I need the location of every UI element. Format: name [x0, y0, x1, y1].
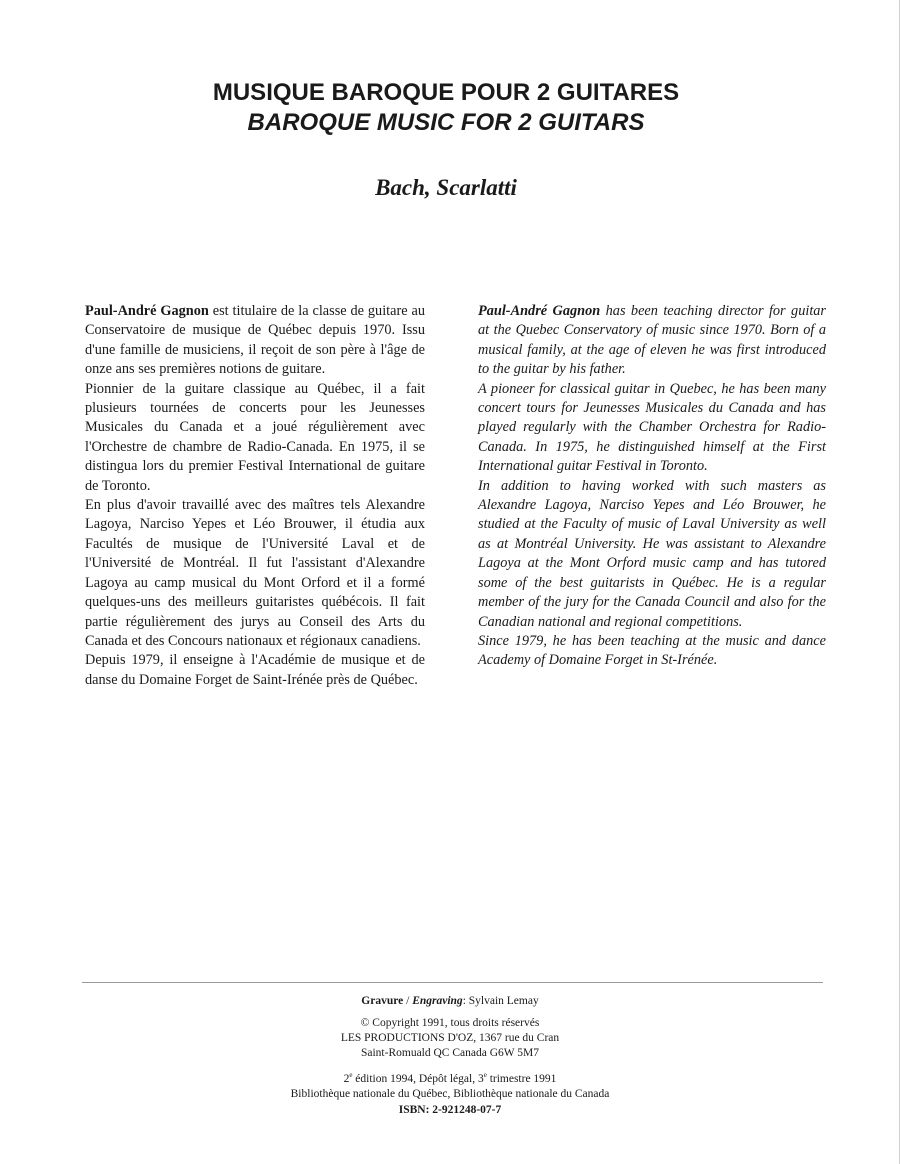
biography-french [85, 302, 425, 690]
bio-en-p1-text: has been teaching director for guitar at the Quebec Conservatory of music since 1970. Born of a musical family, at the age of eleven he was first introduced to the guitar by his father. [478, 303, 826, 378]
isbn-line: ISBN: 2-921248-07-7 [398, 1104, 502, 1116]
engraving-value: : Sylvain Lemay [462, 995, 539, 1007]
quarter-superscript: e [483, 1071, 487, 1079]
copyright-block [0, 1016, 900, 1061]
edition-text: édition 1994, Dépôt légal, 3 [352, 1072, 484, 1085]
bio-fr-paragraph-3: En plus d'avoir travaillé avec des maîtres tels Alexandre Lagoya, Narciso Yepes et Léo Brouwer, il étudia aux Facultés de musique de l'Université Laval et de l'Université de Montréal. Il fut l'assistant d'Alexandre Lagoya au camp musical du Mont Orford et il a formé quelques-uns des meilleurs guitaristes québécois. Il fait partie régulièrement des jurys au Conseil des Arts du Canada et des Concours nationaux et régionaux canadiens. [85, 497, 425, 649]
bio-en-paragraph-2: A pioneer for classical guitar in Quebec, he has been many concert tours for Jeunesses Musicales du Canada and has played regularly with the Chamber Orchestra for Radio-Canada. In 1975, he distinguished himself at the First International guitar Festival in Toronto. [478, 380, 826, 475]
title-french: MUSIQUE BAROQUE POUR 2 GUITARES [212, 79, 680, 106]
edition-block [0, 1068, 900, 1102]
edition-superscript: e [349, 1071, 353, 1079]
edition-number: 2 [343, 1072, 350, 1085]
bio-fr-p1-text: est titulaire de la classe de guitare au Conservatoire de musique de Québec depuis 1970. Issu d'une famille de musiciens, il reçoit de son père à l'âge de onze ans ses premières notions de guitare. [85, 303, 425, 378]
bio-en-paragraph-3: In addition to having worked with such masters as Alexandre Lagoya, Narciso Yepes and Léo Brouwer, he studied at the Faculty of music of Laval University as well as at Montréal University. He was assistant to Alexandre Lagoya at the Mont Orford music camp and has tutored some of the best guitarists in Québec. He is a regular member of the jury for the Canada Council and also for the Canadian national and regional competitions. [478, 477, 826, 630]
bio-en-paragraph-4: Since 1979, he has been teaching at the music and dance Academy of Domaine Forget in St-Irénée. [478, 632, 826, 669]
engraving-credit [0, 994, 900, 1009]
composers-subtitle: Bach, Scarlatti [375, 175, 517, 200]
title-block [0, 78, 892, 138]
isbn-block [0, 1103, 900, 1118]
bio-fr-paragraph-2: Pionnier de la guitare classique au Québec, il a fait plusieurs tournées de concerts pour les Jeunesses Musicales du Canada et a joué régulièrement avec l'Orchestre de chambre de Radio-Canada. En 1975, il se distingua lors du premier Festival International de guitare de Toronto. [85, 380, 425, 494]
bio-fr-paragraph-1 [85, 302, 425, 380]
edition-line [0, 1068, 900, 1087]
copyright-line: © Copyright 1991, tous droits réservés [360, 1017, 540, 1029]
libraries-line: Bibliothèque nationale du Québec, Bibliothèque nationale du Canada [290, 1087, 610, 1100]
biography-english [478, 302, 826, 671]
title-english: BAROQUE MUSIC FOR 2 GUITARS [247, 109, 645, 136]
colophon-divider [82, 982, 823, 983]
engraving-sep: / [403, 995, 413, 1007]
bio-en-paragraph-1 [478, 302, 826, 380]
bio-fr-name: Paul-André Gagnon [85, 303, 209, 319]
publisher-line: LES PRODUCTIONS D'OZ, 1367 rue du Cran [340, 1032, 560, 1044]
engraving-label-fr: Gravure [361, 995, 404, 1007]
engraving-label-en: Engraving [412, 995, 463, 1007]
address-line: Saint-Romuald QC Canada G6W 5M7 [360, 1047, 540, 1059]
quarter-text: trimestre 1991 [486, 1072, 557, 1085]
bio-fr-paragraph-4: Depuis 1979, il enseigne à l'Académie de musique et de danse du Domaine Forget de Saint-Irénée près de Québec. [85, 652, 425, 688]
bio-en-name: Paul-André Gagnon [478, 303, 601, 319]
